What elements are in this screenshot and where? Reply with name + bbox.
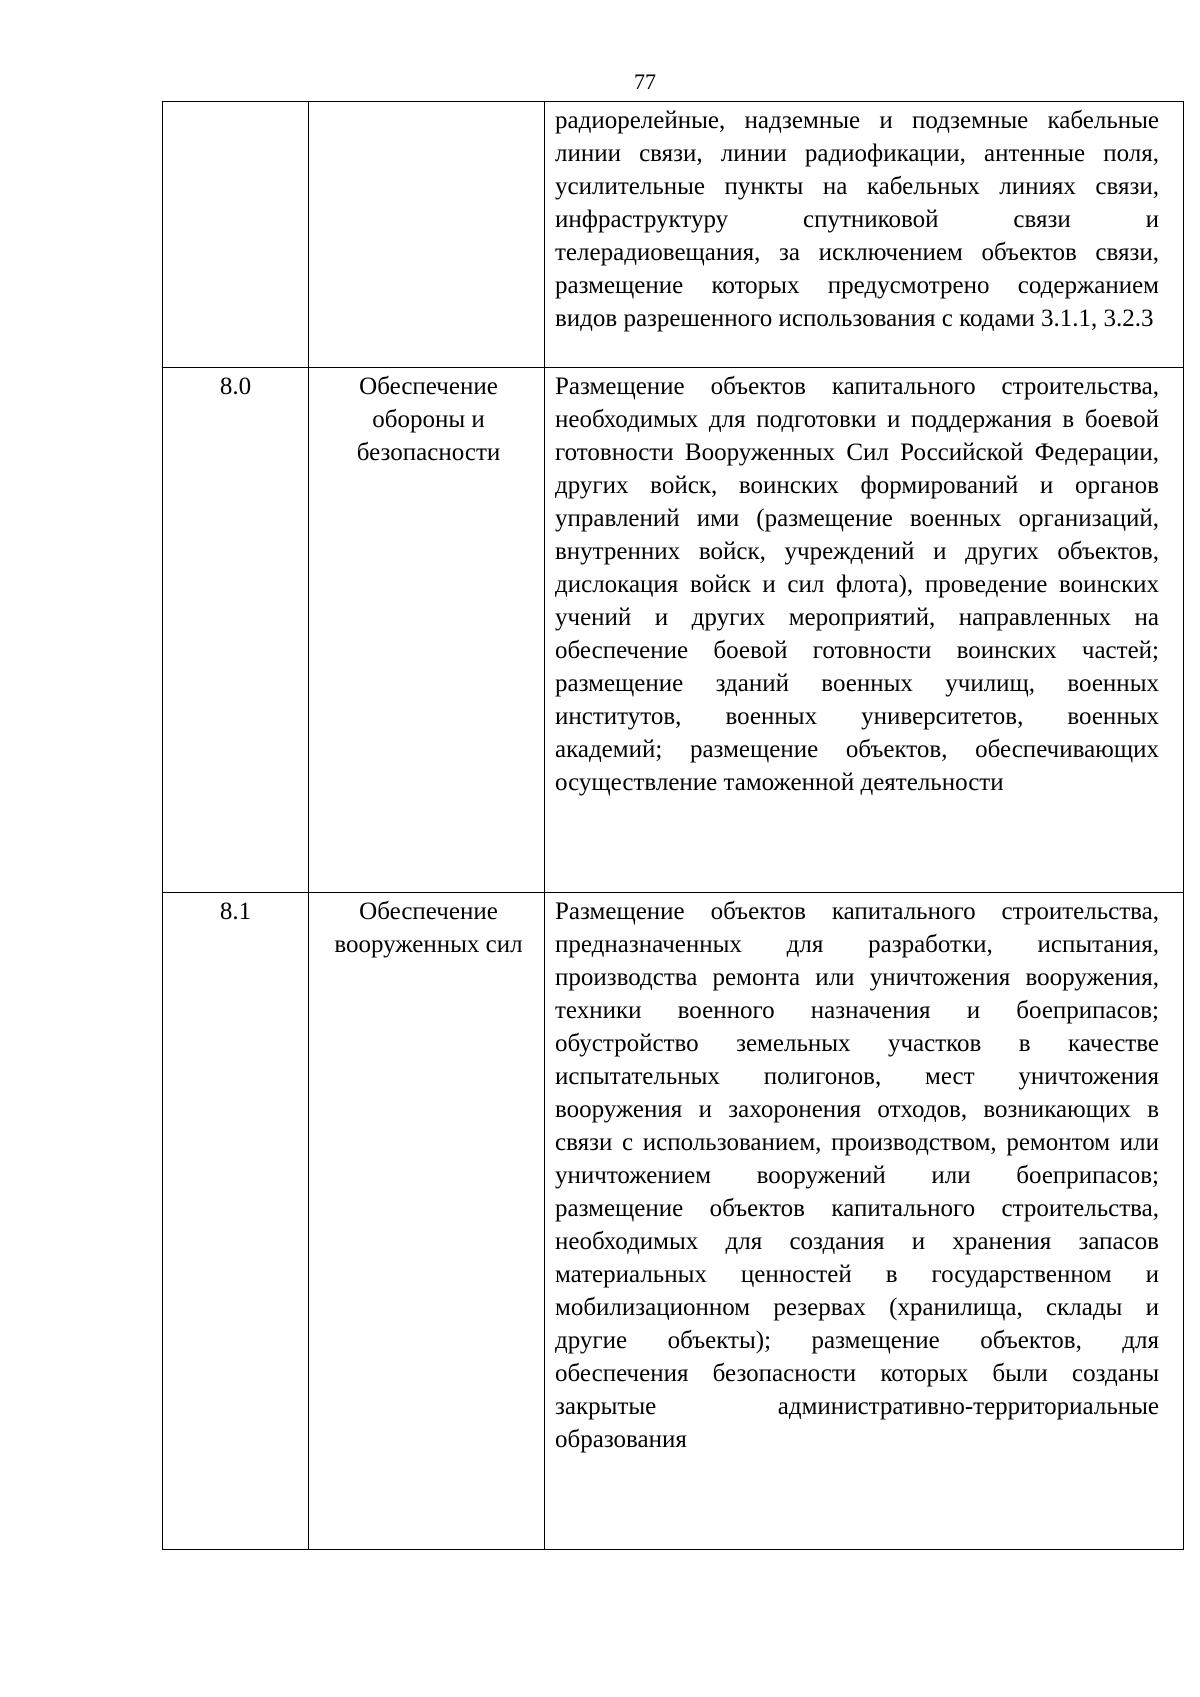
description-cell: Размещение объектов капитального строительства, необходимых для подготовки и поддержания в боевой готовности Вооруженных Сил Российской Федерации, других войск, воинских формирований и органов управлений ими (размещение военных организаций, внутренних войск, учреждений и других объектов, дислокация войск и сил флота), проведение воинских учений и других мероприятий, направленных на обеспечение боевой готовности воинских частей; размещение зданий военных училищ, военных институтов, военных университетов, военных академий; размещение объектов, обеспечивающих осуществление таможенной деятельности: [545, 368, 1184, 893]
name-cell: [309, 102, 545, 368]
code-cell: [163, 893, 309, 1550]
land-use-table: [162, 101, 1184, 1550]
name-cell: [309, 368, 545, 893]
code-text: 8.0: [219, 373, 252, 400]
code-cell: [163, 368, 309, 893]
code-text: 8.1: [219, 898, 252, 925]
name-text: [309, 102, 544, 104]
code-text: [163, 102, 308, 104]
name-text: Обеспечение вооруженных сил: [334, 898, 523, 958]
description-cell: радиорелейные, надземные и подземные кабельные линии связи, линии радиофикации, антенные поля, усилительные пункты на кабельных линиях связи, инфраструктуру спутниковой связи и телерадиовещания, за исключением объектов связи, размещение которых предусмотрено содержанием видов разрешенного использования с кодами 3.1.1, 3.2.3: [545, 102, 1184, 368]
table-row: [163, 893, 1184, 1550]
table-row: [163, 102, 1184, 368]
table-row: [163, 368, 1184, 893]
name-text: Обеспечение обороны и безопасности: [356, 373, 501, 466]
description-cell: Размещение объектов капитального строительства, предназначенных для разработки, испытания, производства ремонта или уничтожения вооружения, техники военного назначения и боеприпасов; обустройство земельных участков в качестве испытательных полигонов, мест уничтожения вооружения и захоронения отходов, возникающих в связи с использованием, производством, ремонтом или уничтожением вооружений или боеприпасов; размещение объектов капитального строительства, необходимых для создания и хранения запасов материальных ценностей в государственном и мобилизационном резервах (хранилища, склады и другие объекты); размещение объектов, для обеспечения безопасности которых были созданы закрытые административно-территориальные образования: [545, 893, 1184, 1550]
code-cell: [163, 102, 309, 368]
name-cell: [309, 893, 545, 1550]
page-number: 77: [634, 69, 656, 94]
